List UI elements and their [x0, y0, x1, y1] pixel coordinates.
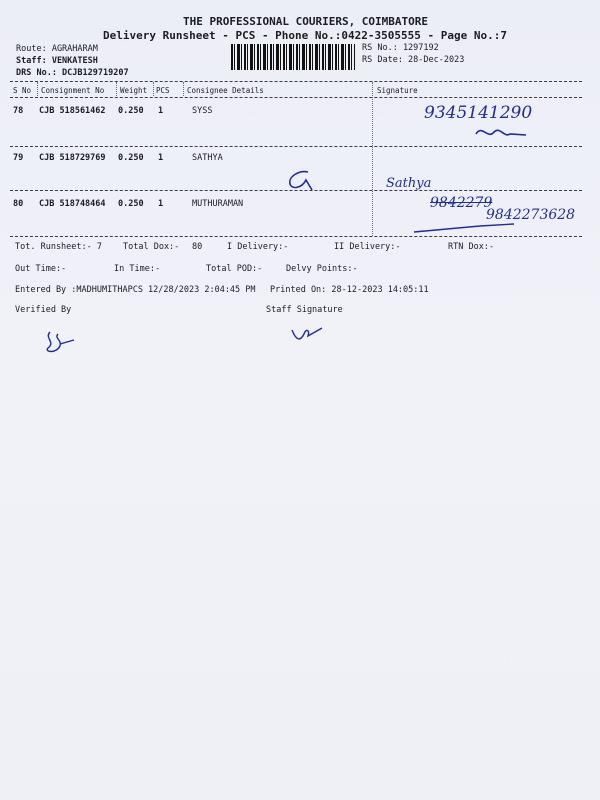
row-weight: 0.250 — [118, 106, 144, 116]
drs-label: DRS No.: DCJB129719207 — [16, 68, 129, 78]
company-title: THE PROFESSIONAL COURIERS, COIMBATORE — [183, 15, 429, 28]
row-consignee: SYSS — [192, 106, 213, 116]
verifier-signature — [40, 328, 80, 356]
row-consignee: SATHYA — [192, 153, 223, 163]
row-sno: 78 — [13, 106, 24, 116]
ii-delivery: II Delivery:- — [334, 242, 401, 252]
row-consignment: CJB 518561462 — [39, 106, 106, 116]
i-delivery: I Delivery:- — [227, 242, 289, 252]
column-separator — [183, 82, 184, 96]
total-pod: Total POD:- — [206, 264, 263, 274]
handwritten-phone: 9842273628 — [486, 207, 576, 223]
row-sno: 79 — [13, 153, 24, 163]
row-consignment: CJB 518748464 — [39, 199, 106, 209]
consignee-mark — [282, 168, 322, 192]
handwritten-phone: 9345141290 — [424, 103, 533, 123]
row-pcs: 1 — [158, 106, 164, 116]
runsheet-title: Delivery Runsheet - PCS - Phone No.:0422-3505555 - Page No.:7 — [103, 29, 507, 42]
column-separator — [153, 82, 154, 96]
header-bottom-rule — [10, 97, 582, 98]
table-top-rule — [10, 81, 582, 82]
column-separator — [116, 82, 117, 96]
col-header-pcs: PCS — [156, 86, 170, 95]
col-header-consignee: Consignee Details — [187, 86, 264, 95]
handwritten-phone-struck: 9842279 — [430, 195, 493, 211]
barcode — [231, 44, 355, 70]
tot-runsheet: Tot. Runsheet:- 7 — [15, 242, 102, 252]
col-header-signature: Signature — [377, 86, 418, 95]
row-pcs: 1 — [158, 153, 164, 163]
row-consignee: MUTHURAMAN — [192, 199, 244, 209]
signature-scribble — [470, 122, 530, 144]
rs-date: RS Date: 28-Dec-2023 — [362, 55, 465, 65]
row-pcs: 1 — [158, 199, 164, 209]
rs-no: RS No.: 1297192 — [362, 43, 439, 53]
col-header-weight: Weight — [120, 86, 148, 95]
row-divider — [10, 146, 582, 147]
column-separator — [372, 82, 373, 236]
row-weight: 0.250 — [118, 199, 144, 209]
out-time: Out Time:- — [15, 264, 67, 274]
entered-by: Entered By :MADHUMITHAPCS 12/28/2023 2:04:45 PM — [15, 285, 256, 295]
delvy-points: Delvy Points:- — [286, 264, 358, 274]
in-time: In Time:- — [114, 264, 161, 274]
row-sno: 80 — [13, 199, 24, 209]
row-weight: 0.250 — [118, 153, 144, 163]
col-header-sno: S No — [13, 86, 32, 95]
col-header-consignment: Consignment No — [41, 86, 105, 95]
printed-on: Printed On: 28-12-2023 14:05:11 — [270, 285, 429, 295]
total-dox-label: Total Dox:- — [123, 242, 180, 252]
verified-by-label: Verified By — [15, 305, 72, 315]
signature-stroke — [410, 218, 520, 238]
handwritten-name: Sathya — [386, 176, 432, 191]
staff-signature — [288, 322, 328, 344]
column-separator — [37, 82, 38, 96]
rtn-dox: RTN Dox:- — [448, 242, 495, 252]
staff-label: Staff: VENKATESH — [16, 56, 98, 66]
total-dox-value: 80 — [192, 242, 203, 252]
row-consignment: CJB 518729769 — [39, 153, 106, 163]
staff-signature-label: Staff Signature — [266, 305, 343, 315]
route-label: Route: AGRAHARAM — [16, 44, 98, 54]
